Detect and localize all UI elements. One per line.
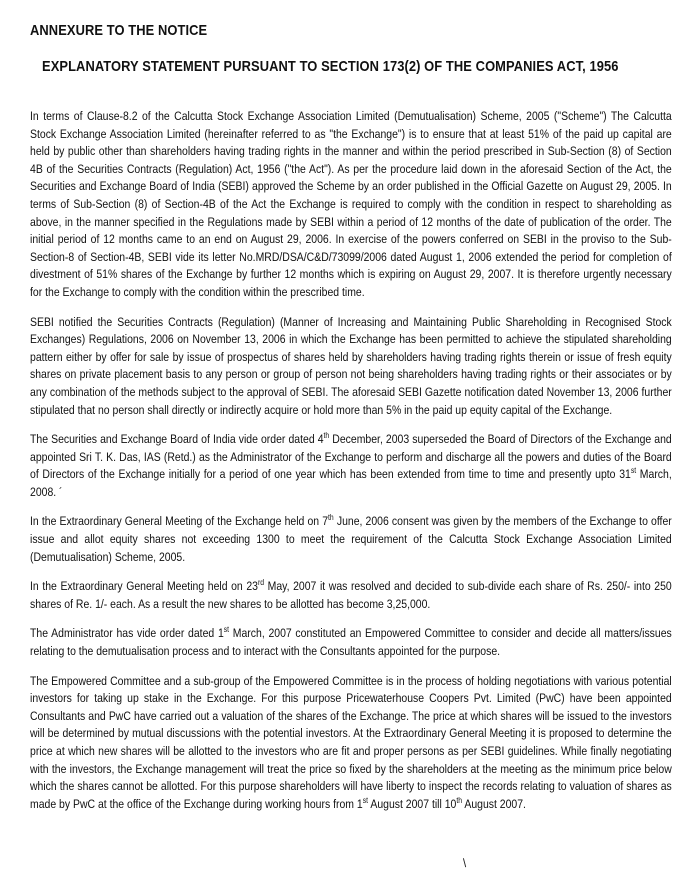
paragraph-text: March, 2008. ´ xyxy=(30,467,672,499)
paragraph-administrator-appointment xyxy=(30,431,672,501)
paragraph-text: August 2007. xyxy=(462,796,526,811)
ordinal-suffix: st xyxy=(223,625,230,635)
ordinal-suffix: th xyxy=(456,795,463,805)
paragraph-text: December, 2003 superseded the Board of Directors of the Exchange and appointed Sri T. K. Das, IAS (Retd.) as the Administrator of the Exchange to perform and discharge all the powers and duties of the Board of Directors of the Exchange initially for a period of one year which has been extended from time to time and presently upto 31 xyxy=(30,432,672,482)
paragraph-text: The Administrator has vide order dated 1 xyxy=(30,626,224,641)
pen-mark: / xyxy=(459,856,470,870)
ordinal-suffix: st xyxy=(630,466,637,476)
ordinal-suffix: th xyxy=(328,513,334,523)
paragraph-text: The Securities and Exchange Board of India vide order dated 4 xyxy=(30,432,324,447)
paragraph-text: The Empowered Committee and a sub-group of the Empowered Committee is in the process of holding negotiations with various potential investors for taking up stake in the Exchange. For this purpose Pricewaterhouse Coopers Pvt. Limited (PwC) have been appointed Consultants and PwC have carried out a valuation of the shares of the Exchange. The price at which shares will be issued to the investors will be determined by mutual discussions with the potential investors. At the Extraordinary General Meeting it is proposed to determine the price at which new shares will be allotted to the investors who are fit and proper persons as per SEBI guidelines. While finally negotiating with the investors, the Exchange management will treat the price so fixed by the shareholders at the meeting as the minimum price below which the shares cannot be allotted. For this purpose shareholders will have liberty to inspect the records relating to valuation of shares as made by PwC at the office of the Exchange during working hours from 1 xyxy=(30,673,672,811)
ordinal-suffix: th xyxy=(323,431,330,440)
paragraph-text: March, 2007 constituted an Empowered Committee to consider and decide all matters/issues relating to the demutualisation process and to interact with the Consultants appointed for the purpose. xyxy=(30,626,672,659)
ordinal-suffix: rd xyxy=(257,578,265,588)
statement-title: EXPLANATORY STATEMENT PURSUANT TO SECTION 173(2) OF THE COMPANIES ACT, 1956 xyxy=(42,58,619,75)
paragraph-text: June, 2006 consent was given by the members of the Exchange to offer issue and allot equity shares not exceeding 1300 to meet the requirement of the Calcutta Stock Exchange Association Limited (Demutualisation) Scheme, 2005. xyxy=(30,514,672,564)
paragraph-text: In the Extraordinary General Meeting held on 23 xyxy=(30,579,258,594)
paragraph-egm-2007 xyxy=(30,578,672,613)
paragraph-egm-2006 xyxy=(30,513,672,566)
paragraph-text: In the Extraordinary General Meeting of the Exchange held on 7 xyxy=(30,514,329,529)
paragraph-text: May, 2007 it was resolved and decided to sub-divide each share of Rs. 250/- into 250 shares of Re. 1/- each. As a result the new shares to be allotted has become 3,25,000. xyxy=(30,579,672,611)
paragraph-valuation-negotiation xyxy=(30,673,672,814)
document-body xyxy=(30,108,672,825)
paragraph-empowered-committee xyxy=(30,625,672,660)
ordinal-suffix: st xyxy=(362,795,369,805)
paragraph-scheme-compliance: In terms of Clause-8.2 of the Calcutta Stock Exchange Association Limited (Demutualisation) Scheme, 2005 ("Scheme") The Calcutta Stock Exchange Association Limited (hereinafter referred to as "the Exchange") is to ensure that at least 51% of the paid up capital are held by public other than shareholders having trading rights in the manner and within the period prescribed in Sub-Section (8) of Section 4B of the Securities Contracts (Regulation) Act, 1956 ("the Act"). As per the procedure laid down in the aforesaid Section of the Act, the Securities and Exchange Board of India (SEBI) approved the Scheme by an order published in the Official Gazette on August 29, 2005. In terms of Sub-Section (8) of Section-4B of the Act the Exchange is required to comply with the condition in respect to shareholding as above, in the manner specified in the Regulations made by SEBI within a period of 12 months of the date of publication of the order. The initial period of 12 months came to an end on August 29, 2006. In exercise of the powers conferred on SEBI in the proviso to the Sub-Section-8 of Section-4B, SEBI vide its letter No.MRD/DSA/C&D/73099/2006 dated August 1, 2006 extended the period for completion of divestment of 51% shares of the Exchange by further 12 months which is expiring on August 29, 2007. It is therefore urgently necessary for the Exchange to comply with the condition within the prescribed time. xyxy=(30,109,672,299)
paragraph-text: August 2007 till 10 xyxy=(368,796,457,811)
annexure-title: ANNEXURE TO THE NOTICE xyxy=(30,22,208,39)
paragraph-sebi-regulations: SEBI notified the Securities Contracts (Regulation) (Manner of Increasing and Maintaining Public Shareholding in Recognised Stock Exchanges) Regulations, 2006 on November 13, 2006 in which the Exchange has been permitted to achieve the stipulated shareholding pattern either by offer for sale by issue of prospectus of shares held by shareholders having trading rights therein or issue of fresh equity shares on private placement basis to any person or group of person not being shareholders having trading rights or their associates or by any combination of the methods subject to the approval of SEBI. The aforesaid SEBI Gazette notification dated November 13, 2006 further stipulated that no person shall directly or indirectly acquire or hold more than 5% in the paid up equity capital of the Exchange. xyxy=(30,314,672,417)
